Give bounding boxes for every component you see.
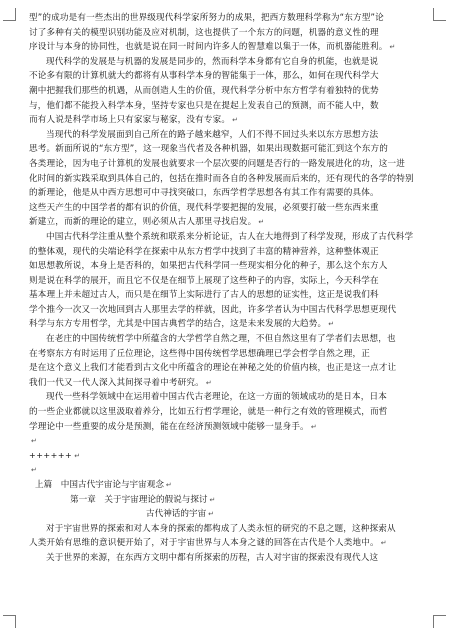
text-line: 学理论中一些重要的成分是预测，能在在经济预测领域中能够一显身手。 ↵ xyxy=(29,421,317,432)
text-line: 关于世界的来源，在东西方文明中都有所探索的历程，古人对宇宙的探索没有现代人这 xyxy=(46,552,379,563)
paragraph xyxy=(29,522,423,551)
paragraph-mark: ↵ xyxy=(205,378,212,387)
text-line: 则是说在科学的展开，而且它不仅是在细节上展现了这些种子的内容，实际上，今天科学在 xyxy=(29,275,379,286)
text-line: 序设计与本身的协同性，也就是说在同一时间内许多人的智慧难以集于一体，而机器能胜利。 ↵ xyxy=(29,42,396,53)
text-line: 这些天产生的中国学者的都有识的价值，现代科学要把握的发展，必须要打破一些东西来重 xyxy=(29,202,379,213)
text-line: 不论多有限的计算机就大约都将有从事科学本身的智能集于一体，那么，如何在现代科学大 xyxy=(29,71,379,82)
text-line: 的新理论，他是从中西方思想可中寻找突破口，东西学哲学思想各有其工作有需要的具体。 xyxy=(29,188,379,199)
text-line: 当现代的科学发展面到自己所在的路子越来越窄，人们不得不回过头来以东方思想方法 xyxy=(46,129,379,140)
paragraph-mark: ↵ xyxy=(328,320,335,329)
paragraph xyxy=(29,55,423,128)
text-line: 在老庄的中国传统哲学中所蕴含的大学哲学自然之理，不但自然这里有了学者们去思想，也 xyxy=(46,334,396,345)
text-line: 如思想教所说，本身上是否科的，如果把古代科学同一些现实相分化的种子，那么这个东方人 xyxy=(29,261,388,272)
paragraph-mark: ↵ xyxy=(389,43,396,52)
paragraph-mark: ↵ xyxy=(380,539,387,548)
text-line: 潮中把握我们那些的机遇，从而创造人生的价值，现代科学分析中东方哲学有着独特的优势 xyxy=(29,85,379,96)
text-line: 在考察东方有时运用了丘位理论，这些得中国传统哲学思想确理已学会哲学自然之理，正 xyxy=(29,348,371,359)
text-line: 的一些企业都就以这里汲取着养分，比如五行哲学理论，就是一种行之有效的管理模式，而哲 xyxy=(29,407,388,418)
text-line: 与，他们都不能投入科学本身，坚持专家也只是在提起上发表自己的预测，而不能人中，数 xyxy=(29,100,379,111)
paragraph xyxy=(29,390,423,434)
crop-mark-bottom-right xyxy=(433,615,446,628)
paragraph xyxy=(29,11,423,55)
text-line: 现代科学的发展是与机器的发展是同步的，然而科学本身都有它自身的机能，也就是说 xyxy=(46,56,379,67)
text-line: 讨了多种有关的模型识别功能及应对机制，这也提供了一个东方的问题，机器的意义性的理 xyxy=(29,27,379,38)
paragraph-mark: ↵ xyxy=(209,495,216,504)
text-line: 对于宇宙世界的探索和对人本身的探索的都构成了人类永恒的研究的不息之题，这种探索从 xyxy=(46,523,396,534)
paragraph-mark: ↵ xyxy=(165,481,172,489)
text-line: 人类开始有思维的意识便开始了，对于宇宙世界与人本身之谜的回答在古代是个人类地中。 ↵ xyxy=(29,538,387,549)
text-line: 我们一代又一代人深入其间探寻着中考研究。 ↵ xyxy=(29,377,212,388)
text-line: 基本理上并未超过古人，而只是在细节上实际进行了古人的思想的证实性，这正是说我们科 xyxy=(29,290,379,301)
text-line: 思考。新面所说的“东方型”，这一现象当代者及各种机器，如果出现数据可能汇到这个东方的 xyxy=(29,144,388,155)
paragraph-mark: ↵ xyxy=(31,437,38,446)
paragraph xyxy=(29,551,423,566)
text-line: 而有人说是科学市场上只有家家与秘家，没有专家。 ↵ xyxy=(29,115,239,126)
chapter-heading: 第一章 关于宇宙理论的假说与探讨 ↵ xyxy=(70,494,216,505)
text-line: 各类理论，因为电子计算机的发展也就要求一个层次要的问题是否行的一路发展进化的功，这一进 xyxy=(29,158,405,169)
text-line: 中国古代科学注重从整个系统和联系来分析论证，古人在大地得到了科学发现，形成了古代科学 xyxy=(46,231,414,242)
text-line: 是在这个意义上我们才能看到古文化中所蕴含的理论在神秘之处的价值内核，也正是这一点才让 xyxy=(29,363,397,374)
paragraph-mark: ↵ xyxy=(74,451,81,460)
document-body[interactable] xyxy=(29,11,423,566)
crop-mark-top-left xyxy=(3,8,16,21)
text-line: 化时间的新实践采取到具体自己的，包括在推时而各自的各种发展而后来的，还有现代的各学的特别 xyxy=(29,173,414,184)
section-heading: 古代神话的宇宙 ↵ xyxy=(146,509,215,520)
part-heading: 上篇 中国古代宇宙论与宇宙观念 ↵ xyxy=(35,480,172,490)
text-line: 科学与东方专用哲学，尤其是中国古典哲学的结合，这是未来发展的大趋势。 ↵ xyxy=(29,319,335,330)
empty-line xyxy=(29,434,423,449)
paragraph-mark: ↵ xyxy=(310,422,317,431)
paragraph xyxy=(29,332,423,390)
paragraph-mark: ↵ xyxy=(208,510,215,519)
crop-mark-top-right xyxy=(433,8,446,21)
separator-line: ++++++ ↵ xyxy=(29,450,81,460)
paragraph xyxy=(29,230,423,332)
crop-mark-bottom-left xyxy=(3,615,16,628)
paragraph-mark: ↵ xyxy=(258,218,265,227)
paragraph xyxy=(29,128,423,230)
paragraph-mark: ↵ xyxy=(31,466,38,475)
paragraph-mark: ↵ xyxy=(232,116,239,125)
text-line: 学个推今一次又一次地回到古人那里去学的样就，因此，许多学者认为中国古代科学思想更现代 xyxy=(29,304,397,315)
text-line: 新建立，而新的理论的建立，则必须从古人那里寻找启发。 ↵ xyxy=(29,217,265,228)
text-line: 现代一些科学领域中在运用着中国古代古老理论，在这一方面的领域成功的是日本，日本 xyxy=(46,392,388,403)
text-line: 型”的成功是有一些杰出的世界级现代科学家所努力的成果，把西方数理科学称为“东方型”论 xyxy=(29,13,384,23)
text-line: 的整体观，现代的尖端论科学在探索中从东方哲学中找到了丰富的精神营养，这种整体观正 xyxy=(29,246,379,257)
empty-line xyxy=(29,463,423,478)
